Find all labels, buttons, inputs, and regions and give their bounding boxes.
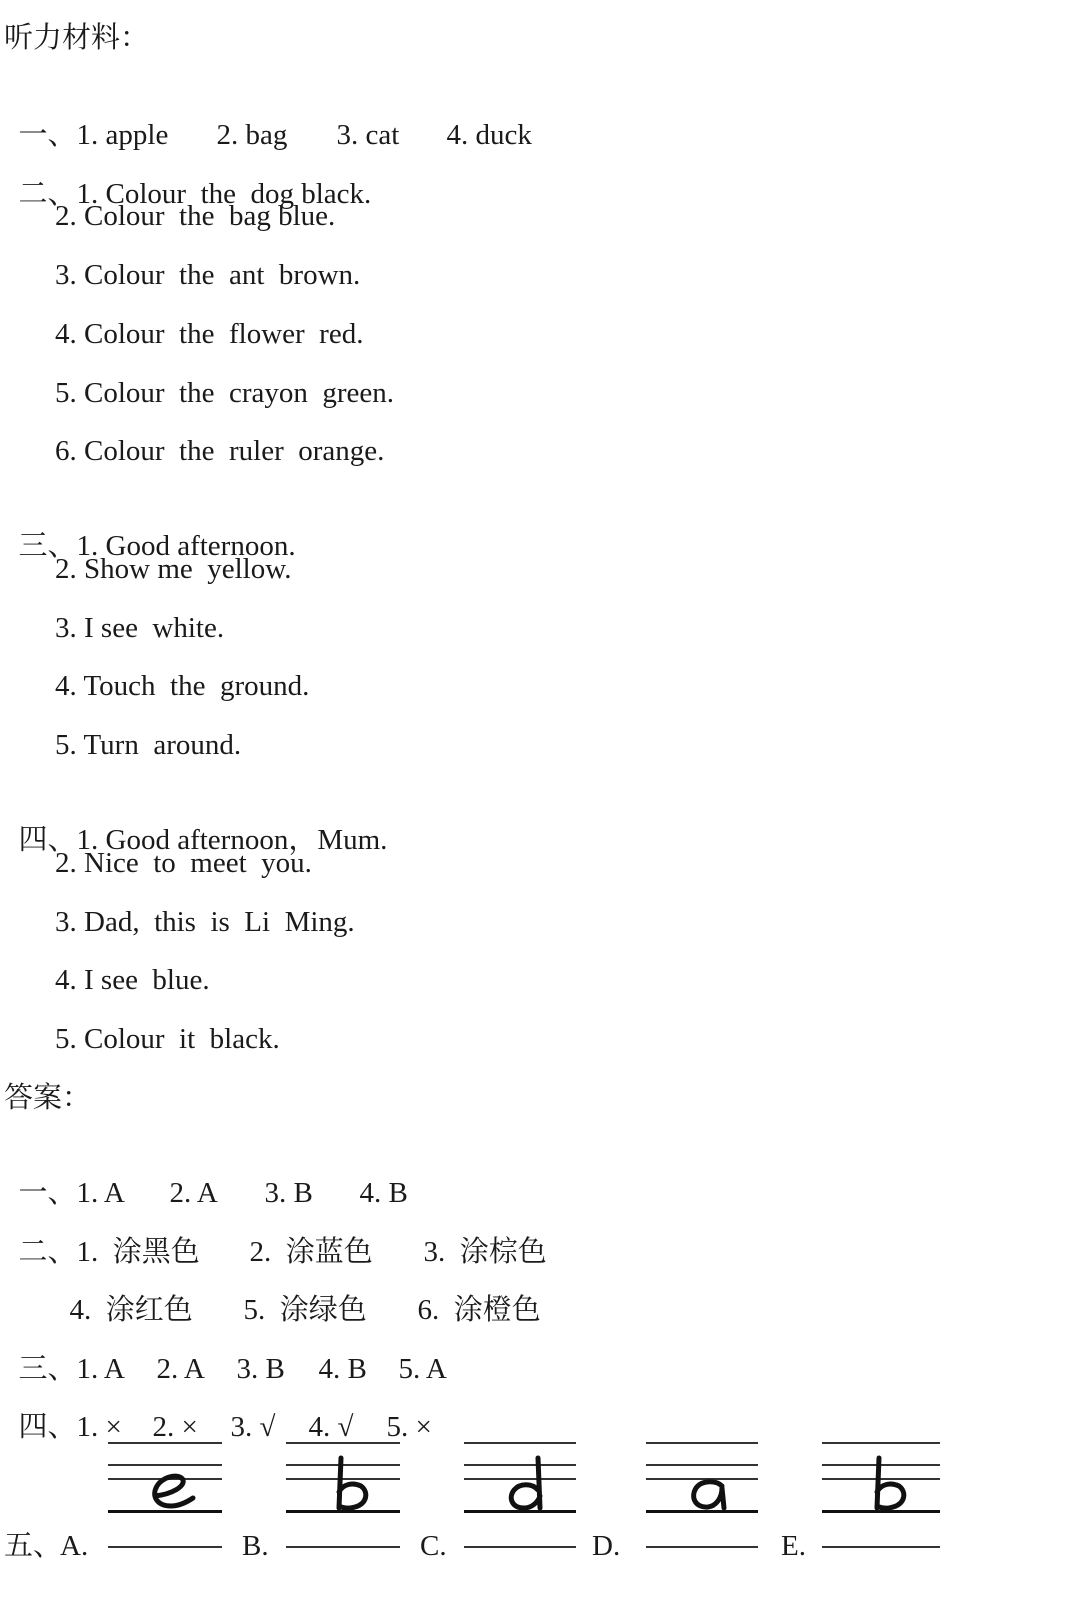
list-item: 4. √ [308,1411,354,1443]
answer-line [108,1546,222,1548]
section-prefix: 二、 [18,1236,77,1268]
option-label: C. [420,1530,447,1562]
section-prefix: 四、 [18,1411,77,1443]
list-item: 1. A [76,1177,125,1209]
list-item: 5. × [386,1411,432,1443]
list-item: 4. I see blue. [55,964,210,996]
list-item: 5. Colour the crayon green. [55,377,395,409]
list-item: 5. Colour it black. [55,1023,280,1055]
option-label: B. [242,1530,269,1562]
list-item: 2. bag [216,119,288,151]
section-prefix: 一、 [18,1177,77,1209]
list-item: 5. 涂绿色 [243,1294,367,1326]
answer-line [464,1546,576,1548]
list-item: 3. B [264,1177,313,1209]
list-item: 1. Good afternoon，Mum. [76,824,388,856]
option-label: E. [781,1530,806,1562]
answer-line [286,1546,400,1548]
list-item: 1. × [76,1411,122,1443]
section-prefix: 三、 [18,1353,77,1385]
list-item: 4. B [318,1353,367,1385]
list-item: 5. A [398,1353,447,1385]
handwritten-letter-e [108,1442,222,1514]
list-item: 3. cat [336,119,400,151]
writing-lines [108,1442,222,1514]
section-prefix: 一、 [18,119,77,151]
list-item: 4. Touch the ground. [55,670,310,702]
section-prefix: 四、 [18,824,77,856]
list-item: 3. I see white. [55,612,225,644]
list-item: 3. 涂棕色 [423,1236,547,1268]
listening-heading: 听力材料： [4,22,150,54]
handwritten-letter-a [646,1442,758,1514]
list-item: 2. × [152,1411,198,1443]
list-item: 4. Colour the flower red. [55,318,364,350]
list-item: 2. Show me yellow. [55,553,292,585]
list-item: 2. A [169,1177,218,1209]
list-item: 4. B [359,1177,408,1209]
list-item: 3. B [236,1353,285,1385]
option-label: A. [60,1530,89,1562]
writing-lines [822,1442,940,1514]
list-item: 1. Good afternoon. [76,530,296,562]
writing-lines [286,1442,400,1514]
list-item: 1. 涂黑色 [76,1236,200,1268]
list-item: 6. Colour the ruler orange. [55,435,385,467]
list-item: 1. Colour the dog black. [76,178,372,210]
handwritten-letter-d [464,1442,576,1514]
writing-lines [464,1442,576,1514]
list-item: 1. A [76,1353,125,1385]
section-prefix: 三、 [18,530,77,562]
answers-heading: 答案： [4,1082,92,1114]
list-item: 3. √ [230,1411,276,1443]
list-item: 2. Nice to meet you. [55,847,312,879]
list-item: 3. Colour the ant brown. [55,259,361,291]
answer-line [646,1546,758,1548]
option-label: D. [592,1530,621,1562]
list-item: 2. A [156,1353,205,1385]
answer-line [822,1546,940,1548]
list-item: 3. Dad, this is Li Ming. [55,906,355,938]
handwritten-letter-b [822,1442,940,1514]
list-item: 2. Colour the bag blue. [55,200,336,232]
writing-lines [646,1442,758,1514]
answers-section-5-prefix: 五、 [4,1530,63,1562]
answers-section-4 [4,1373,432,1445]
list-item: 2. 涂蓝色 [249,1236,373,1268]
list-item: 5. Turn around. [55,729,242,761]
handwritten-letter-b [286,1442,400,1514]
list-item: 1. apple [76,119,169,151]
list-item: 4. duck [446,119,532,151]
list-item: 4. 涂红色 [69,1294,193,1326]
list-item: 6. 涂橙色 [417,1294,541,1326]
section-prefix: 二、 [18,178,77,210]
